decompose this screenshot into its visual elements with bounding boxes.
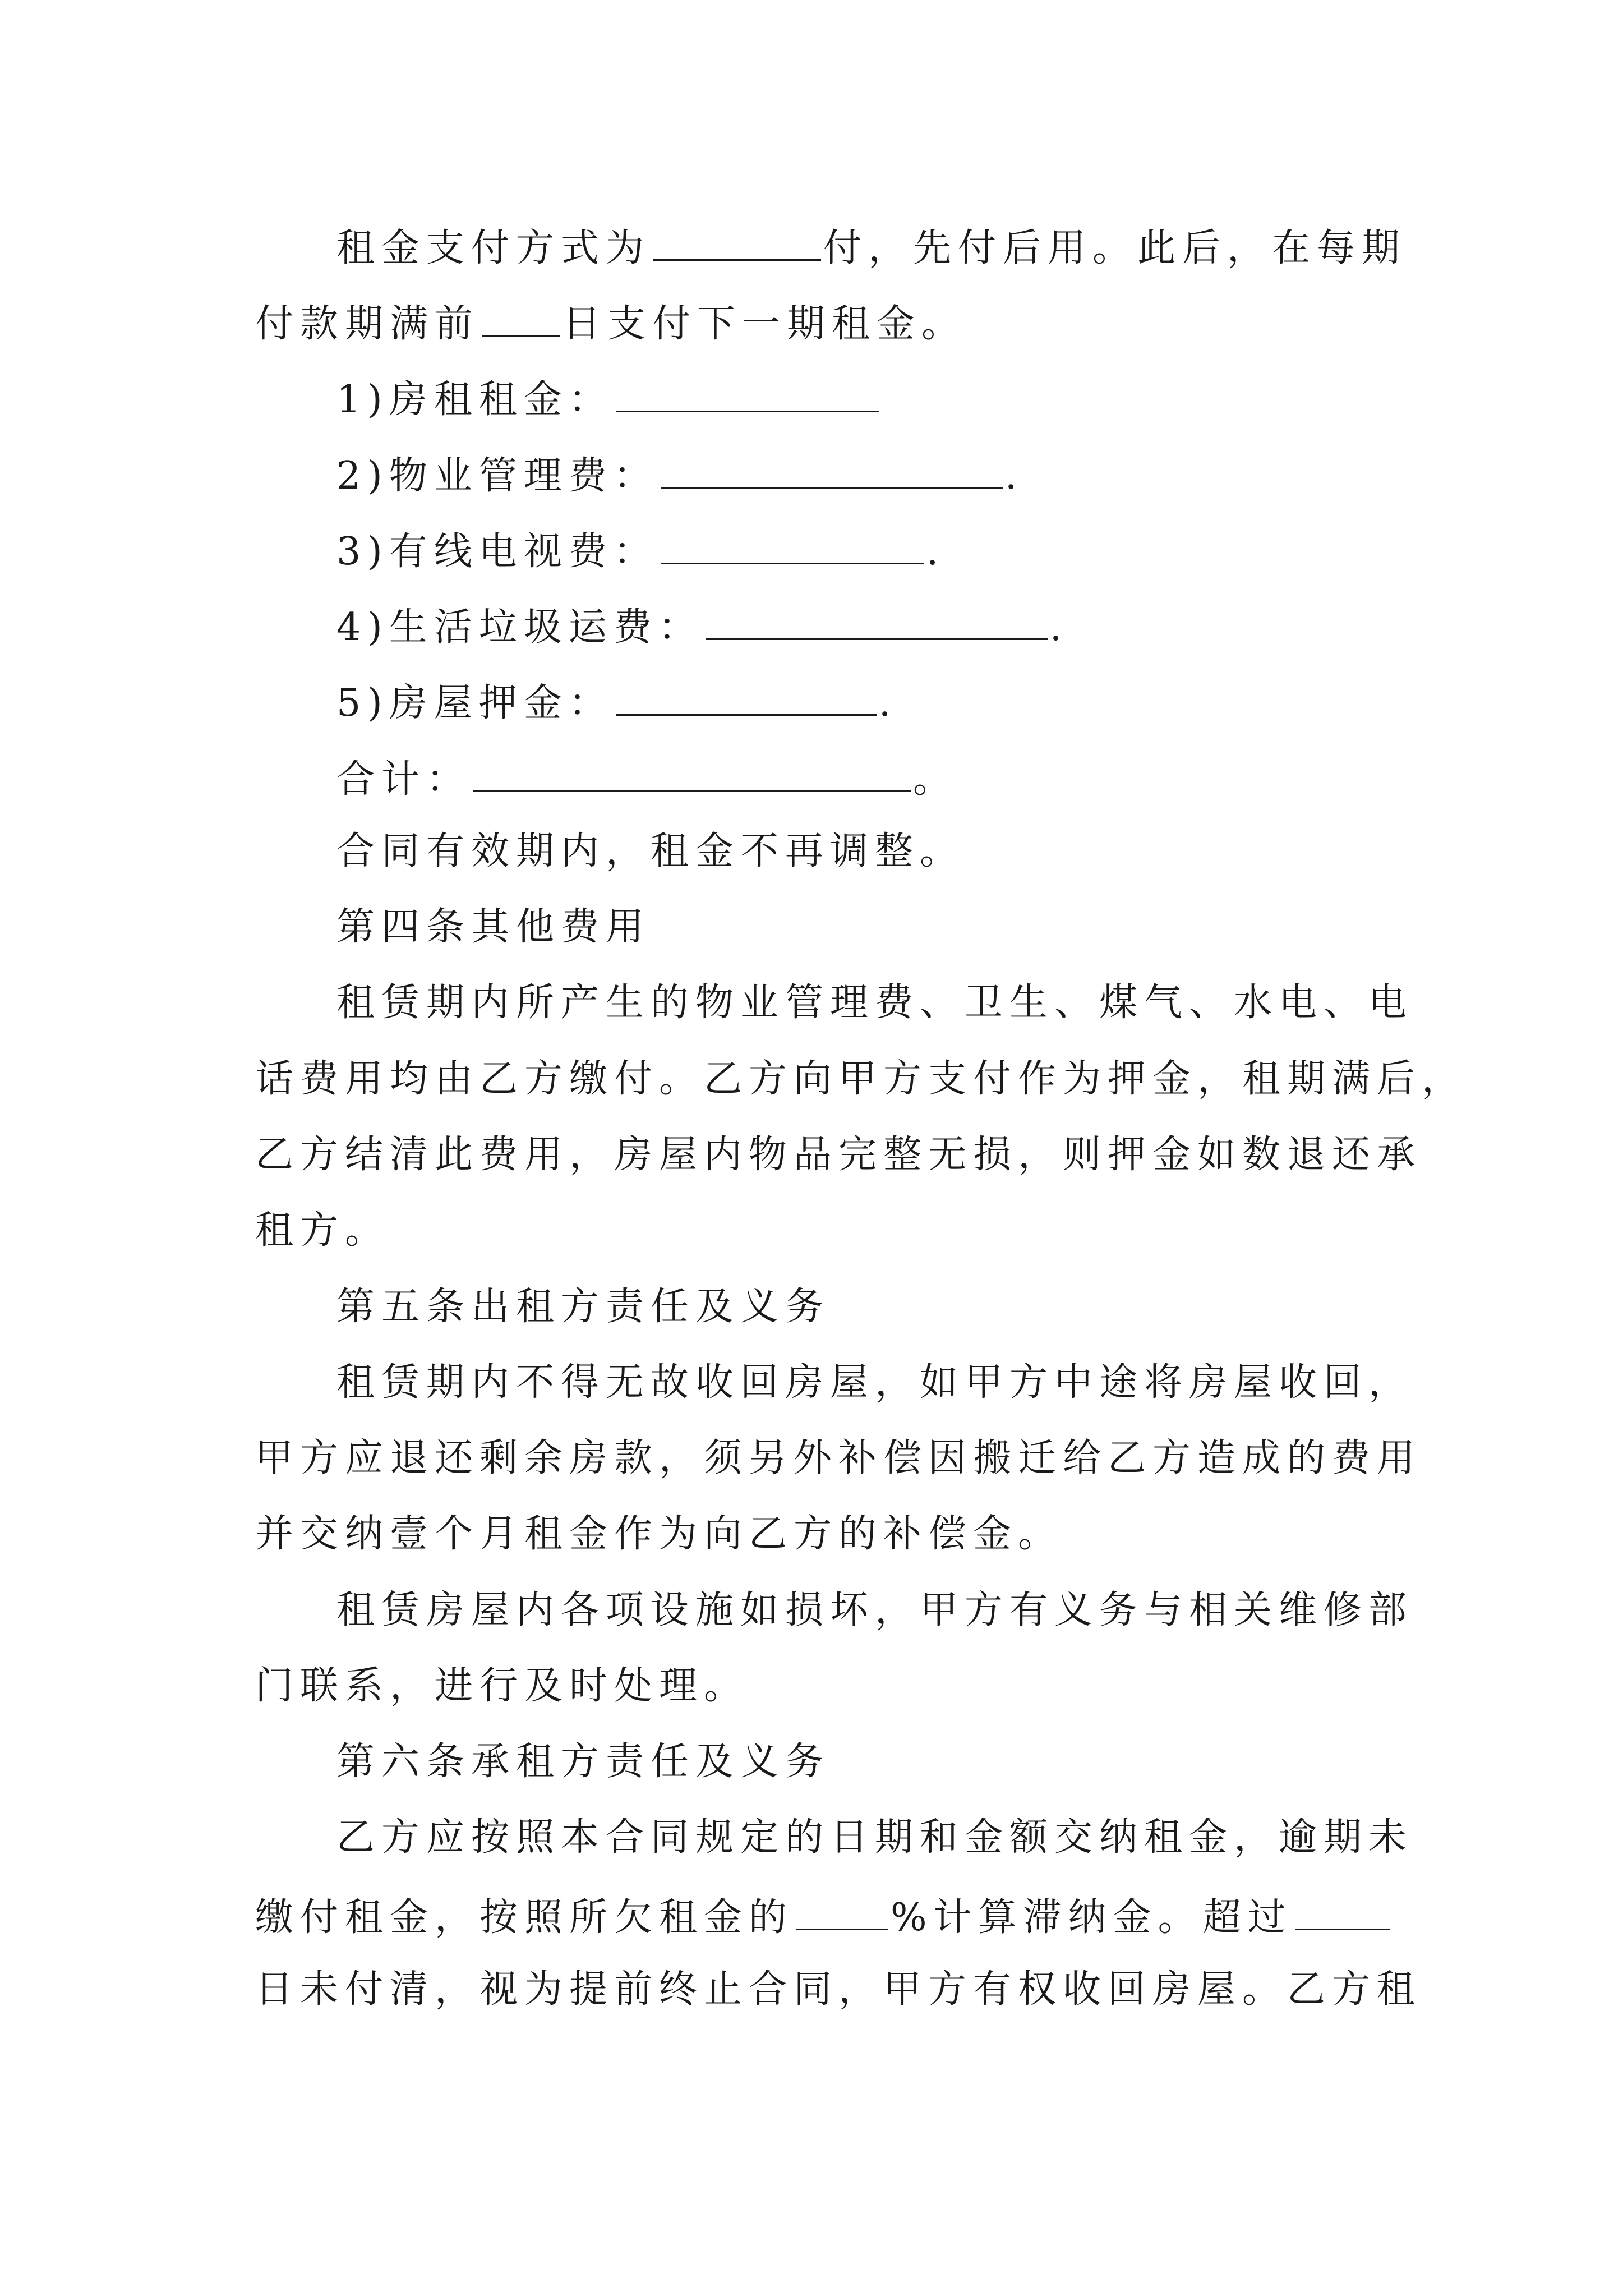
article-5-p2-line-1: 租赁房屋内各项设施如损坏，甲方有义务与相关维修部 [336,1588,1414,1632]
fee-rent-label: 1)房租租金： [336,378,614,422]
article-5-p1-line-3: 并交纳壹个月租金作为向乙方的补偿金。 [255,1512,1063,1556]
fee-cable-label: 3)有线电视费： [336,530,658,574]
article-4-line-3: 乙方结清此费用，房屋内物品完整无损，则押金如数退还承 [255,1133,1422,1177]
fee-total-line [336,757,958,802]
article-4-line-2: 话费用均由乙方缴付。乙方向甲方支付作为押金，租期满后， [255,1057,1467,1101]
fee-total-label: 合计： [336,757,472,802]
text: %计算滞纳金。超过 [891,1895,1293,1940]
article-5-p2-line-2: 门联系，进行及时处理。 [255,1664,749,1708]
blank-garbage-fee[interactable] [706,605,1048,640]
fee-deposit-line [336,680,897,723]
article-5-p1-line-1: 租赁期内不得无故收回房屋，如甲方中途将房屋收回， [336,1360,1414,1405]
article-5-title: 第五条出租方责任及义务 [336,1285,831,1329]
article-6-title: 第六条承租方责任及义务 [336,1740,831,1784]
article-6-line-2 [255,1895,1393,1940]
payment-due-line [255,301,967,346]
article-4-line-4: 租方。 [255,1208,390,1253]
blank-property-fee[interactable] [661,453,1003,489]
period: . [878,681,898,725]
article-4-title: 第四条其他费用 [336,905,651,949]
blank-total[interactable] [473,757,911,792]
payment-method-line [336,226,1407,268]
fee-rent-line [336,377,882,422]
fee-garbage-line [336,605,1069,650]
fee-deposit-label: 5)房屋押金： [336,681,614,725]
blank-payment-method[interactable] [653,226,821,261]
period: . [926,530,946,574]
blank-late-fee-percent[interactable] [796,1895,888,1930]
no-adjust-line: 合同有效期内，租金不再调整。 [336,829,965,873]
full-stop: 。 [913,757,958,802]
fee-property-label: 2)物业管理费： [336,454,658,498]
text: 租金支付方式为 [336,226,651,270]
blank-rent[interactable] [616,377,879,412]
fee-cable-line [336,529,946,574]
article-6-line-3: 日未付清，视为提前终止合同，甲方有权收回房屋。乙方租 [255,1967,1422,2012]
period: . [1004,454,1024,498]
text: 缴付租金，按照所欠租金的 [255,1895,794,1940]
fee-garbage-label: 4)生活垃圾运费： [336,605,703,650]
blank-days-before[interactable] [482,301,560,337]
article-5-p1-line-2: 甲方应退还剩余房款，须另外补偿因搬迁给乙方造成的费用 [255,1436,1422,1480]
blank-deposit[interactable] [616,680,877,716]
text: 付，先付后用。此后，在每期 [823,226,1407,270]
period: . [1049,605,1069,650]
fee-property-line [336,453,1024,498]
blank-days-overdue[interactable] [1295,1895,1390,1930]
blank-cable-fee[interactable] [661,529,924,564]
text: 日支付下一期租金。 [562,302,967,346]
article-4-line-1: 租赁期内所产生的物业管理费、卫生、煤气、水电、电 [336,981,1414,1025]
article-6-line-1: 乙方应按照本合同规定的日期和金额交纳租金，逾期未 [336,1815,1414,1860]
text: 付款期满前 [255,302,480,346]
